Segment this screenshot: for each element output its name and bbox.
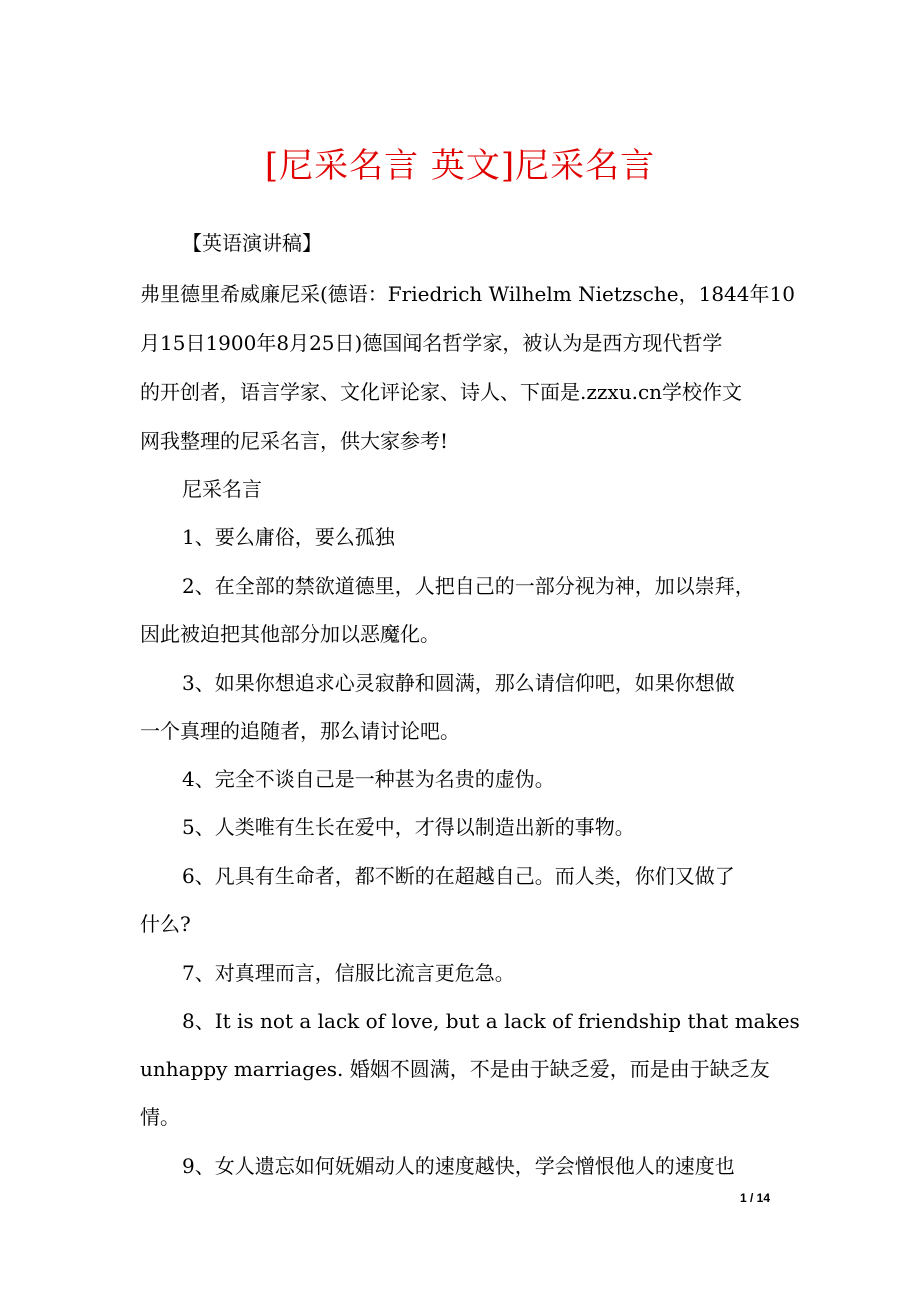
quote-8-line-3: 情。 (140, 1105, 180, 1129)
quote-4: 4、完全不谈自己是一种甚为名贵的虚伪。 (182, 767, 555, 791)
page-title: [尼采名言 英文]尼采名言 (264, 146, 656, 186)
quote-3-line-2: 一个真理的追随者，那么请讨论吧。 (140, 719, 460, 743)
quote-2-line-1: 2、在全部的禁欲道德里，人把自己的一部分视为神，加以崇拜， (182, 574, 755, 598)
intro-line-1: 弗里德里希威廉尼采(德语：Friedrich Wilhelm Nietzsche，1844年10 (140, 282, 795, 306)
quote-2-line-2: 因此被迫把其他部分加以恶魔化。 (140, 622, 440, 646)
intro-line-3: 的开创者，语言学家、文化评论家、诗人、下面是.zzxu.cn学校作文 (140, 380, 743, 404)
quote-7: 7、对真理而言，信服比流言更危急。 (182, 961, 515, 985)
quote-6-line-1: 6、凡具有生命者，都不断的在超越自己。而人类，你们又做了 (182, 864, 735, 888)
quote-6-line-2: 什么? (140, 912, 191, 936)
intro-line-4: 网我整理的尼采名言，供大家参考! (140, 429, 449, 453)
quote-9-line-1: 9、女人遗忘如何妩媚动人的速度越快，学会憎恨他人的速度也 (182, 1154, 735, 1178)
intro-line-2: 月15日1900年8月25日)德国闻名哲学家，被认为是西方现代哲学 (140, 331, 723, 355)
quote-5: 5、人类唯有生长在爱中，才得以制造出新的事物。 (182, 815, 635, 839)
quote-8-line-1: 8、It is not a lack of love, but a lack of friendship that makes (182, 1009, 800, 1033)
quote-1: 1、要么庸俗，要么孤独 (182, 525, 395, 549)
section-label: 【英语演讲稿】 (182, 231, 322, 255)
page-number: 1 / 14 (740, 1191, 771, 1205)
quote-3-line-1: 3、如果你想追求心灵寂静和圆满，那么请信仰吧，如果你想做 (182, 671, 735, 695)
quote-8-line-2: unhappy marriages. 婚姻不圆满，不是由于缺乏爱，而是由于缺乏友 (140, 1057, 770, 1081)
subheading: 尼采名言 (182, 477, 262, 501)
